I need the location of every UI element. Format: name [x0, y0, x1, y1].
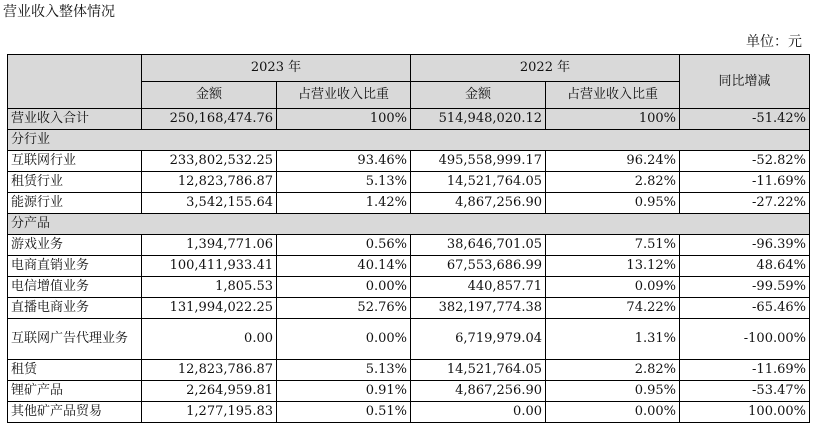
yoy-cell: -11.69% — [680, 360, 810, 381]
amount-2022-cell: 38,646,701.05 — [411, 235, 546, 256]
amount-2023-cell: 0.00 — [142, 319, 277, 360]
share-2022-cell: 7.51% — [546, 235, 680, 256]
table-row — [8, 381, 810, 402]
amount-2022-cell: 4,867,256.90 — [411, 193, 546, 214]
row-label: 锂矿产品 — [8, 381, 142, 402]
amount-2023-cell: 1,277,195.83 — [142, 402, 277, 423]
section-title: 分行业 — [8, 130, 810, 151]
amount-2023-cell: 12,823,786.87 — [142, 360, 277, 381]
revenue-table — [7, 54, 810, 423]
share-2023-cell: 1.42% — [277, 193, 411, 214]
header-blank-cell — [8, 55, 142, 109]
row-label: 游戏业务 — [8, 235, 142, 256]
table-row — [8, 193, 810, 214]
row-label: 租赁 — [8, 360, 142, 381]
yoy-cell: -11.69% — [680, 172, 810, 193]
header-amount-2022: 金额 — [411, 82, 546, 109]
amount-2023-cell: 2,264,959.81 — [142, 381, 277, 402]
header-yoy: 同比增减 — [680, 55, 810, 109]
amount-2022-cell: 382,197,774.38 — [411, 298, 546, 319]
amount-2023-cell: 12,823,786.87 — [142, 172, 277, 193]
amount-2023-cell: 1,394,771.06 — [142, 235, 277, 256]
yoy-cell: -27.22% — [680, 193, 810, 214]
row-label: 租赁行业 — [8, 172, 142, 193]
share-2023-cell: 93.46% — [277, 151, 411, 172]
yoy-cell: 48.64% — [680, 256, 810, 277]
section-row-product — [8, 214, 810, 235]
table-row — [8, 172, 810, 193]
yoy-cell: 100.00% — [680, 402, 810, 423]
share-2022-cell: 96.24% — [546, 151, 680, 172]
share-2022-cell: 74.22% — [546, 298, 680, 319]
amount-2022-cell: 440,857.71 — [411, 277, 546, 298]
row-label: 其他矿产品贸易 — [8, 402, 142, 423]
header-row-years — [8, 55, 810, 82]
amount-2023-cell: 131,994,022.25 — [142, 298, 277, 319]
share-2022-cell: 100% — [546, 109, 680, 130]
yoy-cell: -52.82% — [680, 151, 810, 172]
share-2023-cell: 52.76% — [277, 298, 411, 319]
share-2023-cell: 0.56% — [277, 235, 411, 256]
page-title: 营业收入整体情况 — [3, 4, 115, 20]
row-label: 能源行业 — [8, 193, 142, 214]
table-row — [8, 319, 810, 360]
header-year-2023: 2023 年 — [142, 55, 411, 82]
section-title: 分产品 — [8, 214, 810, 235]
yoy-cell: -53.47% — [680, 381, 810, 402]
share-2022-cell: 2.82% — [546, 360, 680, 381]
share-2022-cell: 0.95% — [546, 193, 680, 214]
yoy-cell: -99.59% — [680, 277, 810, 298]
table-row — [8, 298, 810, 319]
amount-2022-cell: 4,867,256.90 — [411, 381, 546, 402]
share-2023-cell: 5.13% — [277, 360, 411, 381]
share-2023-cell: 5.13% — [277, 172, 411, 193]
header-amount-2023: 金额 — [142, 82, 277, 109]
header-share-2022: 占营业收入比重 — [546, 82, 680, 109]
share-2022-cell: 1.31% — [546, 319, 680, 360]
row-label: 电商直销业务 — [8, 256, 142, 277]
row-label: 电信增值业务 — [8, 277, 142, 298]
row-label: 直播电商业务 — [8, 298, 142, 319]
amount-2022-cell: 67,553,686.99 — [411, 256, 546, 277]
share-2022-cell: 2.82% — [546, 172, 680, 193]
share-2023-cell: 0.51% — [277, 402, 411, 423]
amount-2022-cell: 0.00 — [411, 402, 546, 423]
amount-2022-cell: 14,521,764.05 — [411, 172, 546, 193]
amount-2023-cell: 3,542,155.64 — [142, 193, 277, 214]
share-2023-cell: 0.00% — [277, 319, 411, 360]
share-2023-cell: 0.00% — [277, 277, 411, 298]
amount-2023-cell: 100,411,933.41 — [142, 256, 277, 277]
share-2023-cell: 40.14% — [277, 256, 411, 277]
row-label: 互联网行业 — [8, 151, 142, 172]
yoy-cell: -100.00% — [680, 319, 810, 360]
amount-2022-cell: 6,719,979.04 — [411, 319, 546, 360]
total-row — [8, 109, 810, 130]
amount-2023-cell: 233,802,532.25 — [142, 151, 277, 172]
table-row — [8, 360, 810, 381]
table-row — [8, 277, 810, 298]
amount-2023-cell: 250,168,474.76 — [142, 109, 277, 130]
yoy-cell: -51.42% — [680, 109, 810, 130]
unit-label: 单位：元 — [746, 34, 802, 50]
share-2023-cell: 0.91% — [277, 381, 411, 402]
yoy-cell: -65.46% — [680, 298, 810, 319]
row-label: 营业收入合计 — [8, 109, 142, 130]
share-2022-cell: 13.12% — [546, 256, 680, 277]
amount-2023-cell: 1,805.53 — [142, 277, 277, 298]
row-label: 互联网广告代理业务 — [8, 319, 142, 360]
share-2022-cell: 0.09% — [546, 277, 680, 298]
table-row — [8, 235, 810, 256]
header-year-2022: 2022 年 — [411, 55, 680, 82]
yoy-cell: -96.39% — [680, 235, 810, 256]
amount-2022-cell: 495,558,999.17 — [411, 151, 546, 172]
table-row — [8, 256, 810, 277]
share-2022-cell: 0.95% — [546, 381, 680, 402]
section-row-industry — [8, 130, 810, 151]
table-row — [8, 402, 810, 423]
amount-2022-cell: 14,521,764.05 — [411, 360, 546, 381]
amount-2022-cell: 514,948,020.12 — [411, 109, 546, 130]
share-2022-cell: 0.00% — [546, 402, 680, 423]
share-2023-cell: 100% — [277, 109, 411, 130]
table-row — [8, 151, 810, 172]
header-share-2023: 占营业收入比重 — [277, 82, 411, 109]
